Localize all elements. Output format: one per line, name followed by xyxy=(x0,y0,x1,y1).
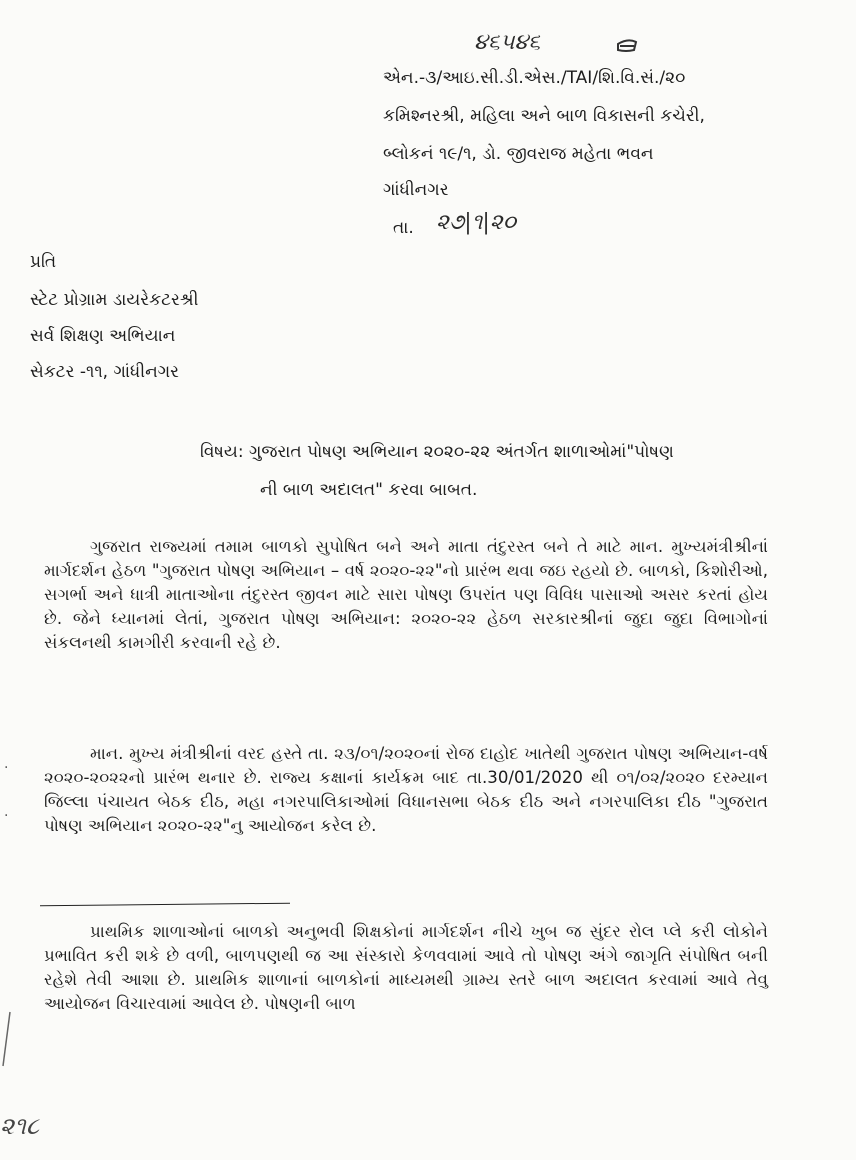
handwritten-margin-note: ૨૧૮ xyxy=(0,1112,40,1140)
body-paragraph-1: ગુજરાત રાજ્યમાં તમામ બાળકો સુપોષિત બને અને માતા તંદુરસ્ત બને તે માટે માન. મુખ્યમંત્રીશ્રીનાં માર્ગદર્શન હેઠળ "ગુજરાત પોષણ અભિયાન – વર્ષ ૨૦૨૦-૨૨"નો પ્રારંભ થવા જઇ રહયો છે. બાળકો, કિશોરીઓ, સગર્ભા અને ધાત્રી માતાઓના તંદુરસ્ત જીવન માટે સારા પોષણ ઉપરાંત પણ વિવિધ પાસાઓ અસર કરતાં હોય છે. જેને ધ્યાનમાં લેતાં, ગુજરાત પોષણ અભિયાન: ૨૦૨૦-૨૨ હેઠળ સરકારશ્રીનાં જુદા જુદા વિભાગોનાં સંકલનથી કામગીરી કરવાની રહે છે. xyxy=(44,537,768,652)
margin-mark: · xyxy=(4,808,9,824)
margin-stroke-icon xyxy=(0,1010,14,1070)
handwritten-inward-number: ૪૬૫૪૬ xyxy=(474,30,541,55)
handwritten-date: ૨૭|૧|૨૦ xyxy=(436,210,516,235)
sender-office: કમિશ્નરશ્રી, મહિલા અને બાળ વિકાસની કચેરી, xyxy=(383,106,705,126)
recipient-title: સ્ટેટ પ્રોગ્રામ ડાયરેકટરશ્રી xyxy=(30,290,199,310)
subject-line-2: ની બાળ અદાલત" કરવા બાબત. xyxy=(260,480,478,500)
reference-number: એન.-૩/આઇ.સી.ડી.એસ./TAI/શિ.વિ.સં./૨૦ xyxy=(383,68,686,88)
sender-address: બ્લોકનં ૧૯/૧, ડો. જીવરાજ મહેતા ભવન xyxy=(383,144,654,164)
date-label: તા. xyxy=(393,218,414,238)
recipient-prefix: પ્રતિ xyxy=(30,252,57,272)
recipient-address: સેકટર -૧૧, ગાંધીનગર xyxy=(30,362,179,382)
margin-mark: · xyxy=(4,760,9,776)
handwritten-scribble-icon xyxy=(614,36,642,56)
subject-line-1: વિષય: ગુજરાત પોષણ અભિયાન ૨૦૨૦-૨૨ અંતર્ગત શાળાઓમાં"પોષણ xyxy=(200,442,674,462)
recipient-department: સર્વ શિક્ષણ અભિયાન xyxy=(30,326,176,346)
sender-city: ગાંધીનગર xyxy=(383,180,449,200)
body-paragraph-3: પ્રાથમિક શાળાઓનાં બાળકો અનુભવી શિક્ષકોનાં માર્ગદર્શન નીચે ખુબ જ સુંદર રોલ પ્લે કરી લોકોને પ્રભાવિત કરી શકે છે વળી, બાળપણથી જ આ સંસ્કારો કેળવવામાં આવે તો પોષણ અંગે જાગૃતિ સંપોષિત બની રહેશે તેવી આશા છે. પ્રાથમિક શાળાનાં બાળકોનાં માધ્યમથી ગ્રામ્ય સ્તરે બાળ અદાલત કરવામાં આવે તેવુ આયોજન વિચારવામાં આવેલ છે. પોષણની બાળ xyxy=(44,922,768,1013)
body-paragraph-2: માન. મુખ્ય મંત્રીશ્રીનાં વરદ હસ્તે તા. ૨૩/૦૧/૨૦૨૦નાં રોજ દાહોદ ખાતેથી ગુજરાત પોષણ અભિયાન-વર્ષ ૨૦૨૦-૨૦૨૨નો પ્રારંભ થનાર છે. રાજ્ય કક્ષાનાં કાર્યક્રમ બાદ તા.30/01/2020 થી ૦૧/૦૨/૨૦૨૦ દરમ્યાન જિલ્લા પંચાયત બેઠક દીઠ, મહા નગરપાલિકાઓમાં વિધાનસભા બેઠક દીઠ અને નગરપાલિકા દીઠ "ગુજરાત પોષણ અભિયાન ૨૦૨૦-૨૨"નુ આયોજન કરેલ છે. xyxy=(44,744,768,835)
